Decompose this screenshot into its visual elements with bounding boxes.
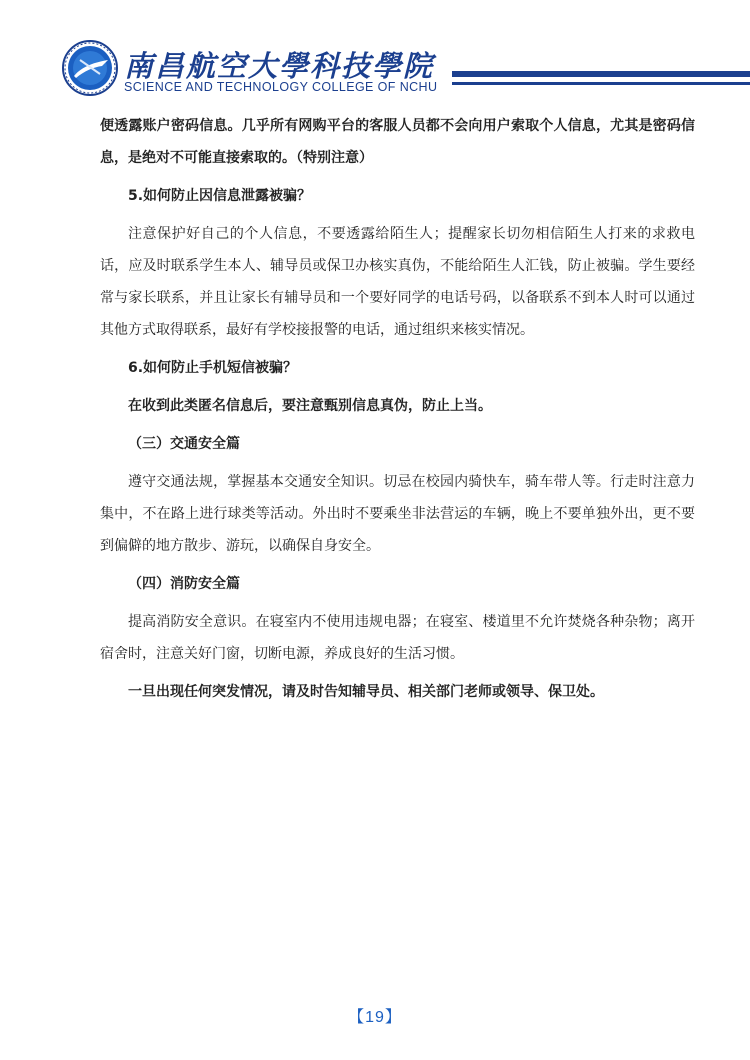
school-name-chinese: 南昌航空大學科技學院 <box>124 49 435 83</box>
paragraph-info-leak: 注意保护好自己的个人信息，不要透露给陌生人；提醒家长切勿相信陌生人打来的求救电话，应及时联系学生本人、辅导员或保卫办核实真伪，不能给陌生人汇钱，防止被骗。学生要经常与家长联系，并且让家长有辅导员和一个要好同学的电话号码，以备联系不到本人时可以通过其他方式取得联系，最好有学校接报警的电话，通过组织来核实情况。 <box>100 226 695 338</box>
paragraph-password-warning: 便透露账户密码信息。几乎所有网购平台的客服人员都不会向用户索取个人信息，尤其是密码信息，是绝对不可能直接索取的。（特别注意） <box>100 118 695 166</box>
paragraph-sms-fraud: 在收到此类匿名信息后，要注意甄别信息真伪，防止上当。 <box>128 398 492 414</box>
heading-fire-safety: （四）消防安全篇 <box>128 576 240 592</box>
school-name-english: SCIENCE AND TECHNOLOGY COLLEGE OF NCHU <box>124 80 438 94</box>
header-rule-thin <box>452 82 750 85</box>
heading-traffic-safety: （三）交通安全篇 <box>128 436 240 452</box>
paragraph-emergency-notice: 一旦出现任何突发情况，请及时告知辅导员、相关部门老师或领导、保卫处。 <box>128 684 604 700</box>
paragraph-traffic-safety: 遵守交通法规，掌握基本交通安全知识。切忌在校园内骑快车，骑车带人等。行走时注意力集中，不在路上进行球类等活动。外出时不要乘坐非法营运的车辆，晚上不要单独外出，更不要到偏僻的地方散步、游玩，以确保自身安全。 <box>100 474 695 554</box>
page-number: 【19】 <box>348 1009 402 1026</box>
heading-sms-fraud: 6.如何防止手机短信被骗？ <box>128 360 298 376</box>
page-header <box>0 0 750 110</box>
document-body <box>100 110 695 708</box>
school-emblem-icon <box>62 40 118 96</box>
header-rule-thick <box>452 71 750 77</box>
paragraph-fire-safety: 提高消防安全意识。在寝室内不使用违规电器；在寝室、楼道里不允许焚烧各种杂物；离开宿舍时，注意关好门窗，切断电源，养成良好的生活习惯。 <box>100 614 695 662</box>
heading-info-leak: 5.如何防止因信息泄露被骗？ <box>128 188 312 204</box>
